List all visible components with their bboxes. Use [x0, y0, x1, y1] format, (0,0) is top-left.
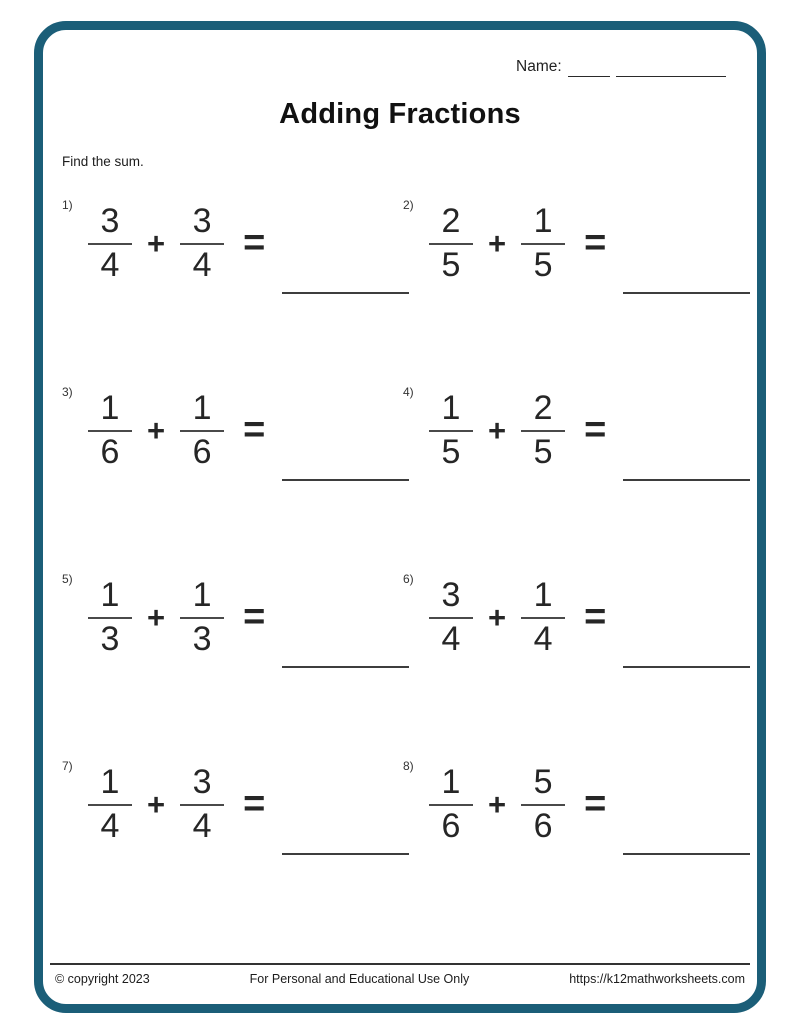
equals-sign: =: [243, 409, 266, 452]
fraction-numerator: 1: [100, 763, 120, 801]
fraction-numerator: 1: [192, 576, 212, 614]
fraction-first: [84, 204, 136, 283]
fraction-denominator: 5: [441, 432, 461, 471]
problem-number: 4): [403, 385, 414, 399]
fraction-denominator: 5: [441, 245, 461, 284]
fraction-numerator: 1: [533, 202, 553, 240]
fraction-denominator: 3: [100, 619, 120, 658]
problem: [403, 566, 744, 753]
equals-sign: =: [584, 222, 607, 265]
fraction-bar: [429, 243, 473, 245]
problem-number: 7): [62, 759, 73, 773]
answer-blank: [282, 292, 409, 294]
plus-operator: +: [488, 599, 507, 635]
problem-expression: [84, 765, 409, 844]
problem: [403, 192, 744, 379]
fraction-second: [517, 391, 569, 470]
fraction-bar: [429, 430, 473, 432]
fraction-numerator: 3: [192, 202, 212, 240]
fraction-numerator: 1: [100, 576, 120, 614]
problem-expression: [425, 391, 750, 470]
fraction-numerator: 3: [192, 763, 212, 801]
instruction-text: Find the sum.: [62, 154, 144, 169]
plus-operator: +: [147, 412, 166, 448]
answer-blank: [282, 479, 409, 481]
equals-sign: =: [584, 409, 607, 452]
fraction-second: [176, 391, 228, 470]
fraction-bar: [88, 243, 132, 245]
fraction-bar: [521, 243, 565, 245]
fraction-denominator: 3: [192, 619, 212, 658]
fraction-denominator: 4: [100, 806, 120, 845]
plus-operator: +: [147, 786, 166, 822]
fraction-denominator: 4: [441, 619, 461, 658]
footer-copyright: © copyright 2023: [55, 972, 150, 986]
problem-number: 3): [62, 385, 73, 399]
fraction-bar: [521, 804, 565, 806]
fraction-bar: [88, 804, 132, 806]
plus-operator: +: [147, 225, 166, 261]
footer: [55, 972, 745, 986]
fraction-second: [517, 204, 569, 283]
fraction-bar: [180, 804, 224, 806]
answer-blank: [623, 853, 750, 855]
plus-operator: +: [488, 786, 507, 822]
fraction-bar: [88, 430, 132, 432]
problem-expression: [425, 765, 750, 844]
problem: [62, 379, 403, 566]
problem: [62, 192, 403, 379]
fraction-bar: [88, 617, 132, 619]
problem-expression: [84, 578, 409, 657]
fraction-second: [517, 578, 569, 657]
fraction-numerator: 2: [441, 202, 461, 240]
equals-sign: =: [243, 596, 266, 639]
fraction-bar: [521, 430, 565, 432]
fraction-numerator: 5: [533, 763, 553, 801]
fraction-second: [517, 765, 569, 844]
problem-expression: [84, 204, 409, 283]
name-blank-line: [616, 60, 726, 77]
problem-expression: [84, 391, 409, 470]
problem-number: 5): [62, 572, 73, 586]
equals-sign: =: [584, 783, 607, 826]
fraction-bar: [180, 430, 224, 432]
page-title: Adding Fractions: [279, 98, 521, 130]
fraction-denominator: 5: [533, 245, 553, 284]
fraction-first: [84, 765, 136, 844]
fraction-denominator: 6: [192, 432, 212, 471]
fraction-first: [425, 391, 477, 470]
footer-usage-text: For Personal and Educational Use Only: [249, 972, 470, 986]
problem-number: 8): [403, 759, 414, 773]
fraction-denominator: 4: [192, 245, 212, 284]
name-label: Name:: [516, 58, 562, 75]
plus-operator: +: [488, 412, 507, 448]
fraction-bar: [180, 243, 224, 245]
fraction-numerator: 2: [533, 389, 553, 427]
fraction-first: [425, 578, 477, 657]
name-blank-line: [568, 60, 610, 77]
answer-blank: [623, 292, 750, 294]
answer-blank: [623, 666, 750, 668]
fraction-denominator: 6: [100, 432, 120, 471]
equals-sign: =: [584, 596, 607, 639]
fraction-denominator: 6: [441, 806, 461, 845]
fraction-first: [84, 578, 136, 657]
problem: [62, 753, 403, 940]
fraction-bar: [429, 804, 473, 806]
fraction-bar: [180, 617, 224, 619]
fraction-numerator: 1: [192, 389, 212, 427]
fraction-denominator: 6: [533, 806, 553, 845]
problem-number: 2): [403, 198, 414, 212]
problem-expression: [425, 578, 750, 657]
fraction-numerator: 1: [441, 763, 461, 801]
fraction-denominator: 5: [533, 432, 553, 471]
problem: [403, 379, 744, 566]
fraction-bar: [429, 617, 473, 619]
footer-url-link[interactable]: https://k12mathworksheets.com: [569, 972, 745, 986]
answer-blank: [623, 479, 750, 481]
fraction-numerator: 1: [441, 389, 461, 427]
fraction-first: [84, 391, 136, 470]
problem: [403, 753, 744, 940]
problems-grid: [62, 192, 744, 940]
fraction-denominator: 4: [533, 619, 553, 658]
equals-sign: =: [243, 783, 266, 826]
problem: [62, 566, 403, 753]
problem-number: 1): [62, 198, 73, 212]
fraction-numerator: 1: [100, 389, 120, 427]
fraction-denominator: 4: [100, 245, 120, 284]
answer-blank: [282, 853, 409, 855]
footer-divider: [50, 963, 750, 965]
plus-operator: +: [147, 599, 166, 635]
fraction-denominator: 4: [192, 806, 212, 845]
name-field: [516, 58, 726, 77]
equals-sign: =: [243, 222, 266, 265]
answer-blank: [282, 666, 409, 668]
fraction-first: [425, 204, 477, 283]
fraction-bar: [521, 617, 565, 619]
problem-number: 6): [403, 572, 414, 586]
fraction-numerator: 1: [533, 576, 553, 614]
fraction-numerator: 3: [100, 202, 120, 240]
plus-operator: +: [488, 225, 507, 261]
fraction-first: [425, 765, 477, 844]
fraction-second: [176, 578, 228, 657]
problem-expression: [425, 204, 750, 283]
fraction-numerator: 3: [441, 576, 461, 614]
fraction-second: [176, 204, 228, 283]
fraction-second: [176, 765, 228, 844]
